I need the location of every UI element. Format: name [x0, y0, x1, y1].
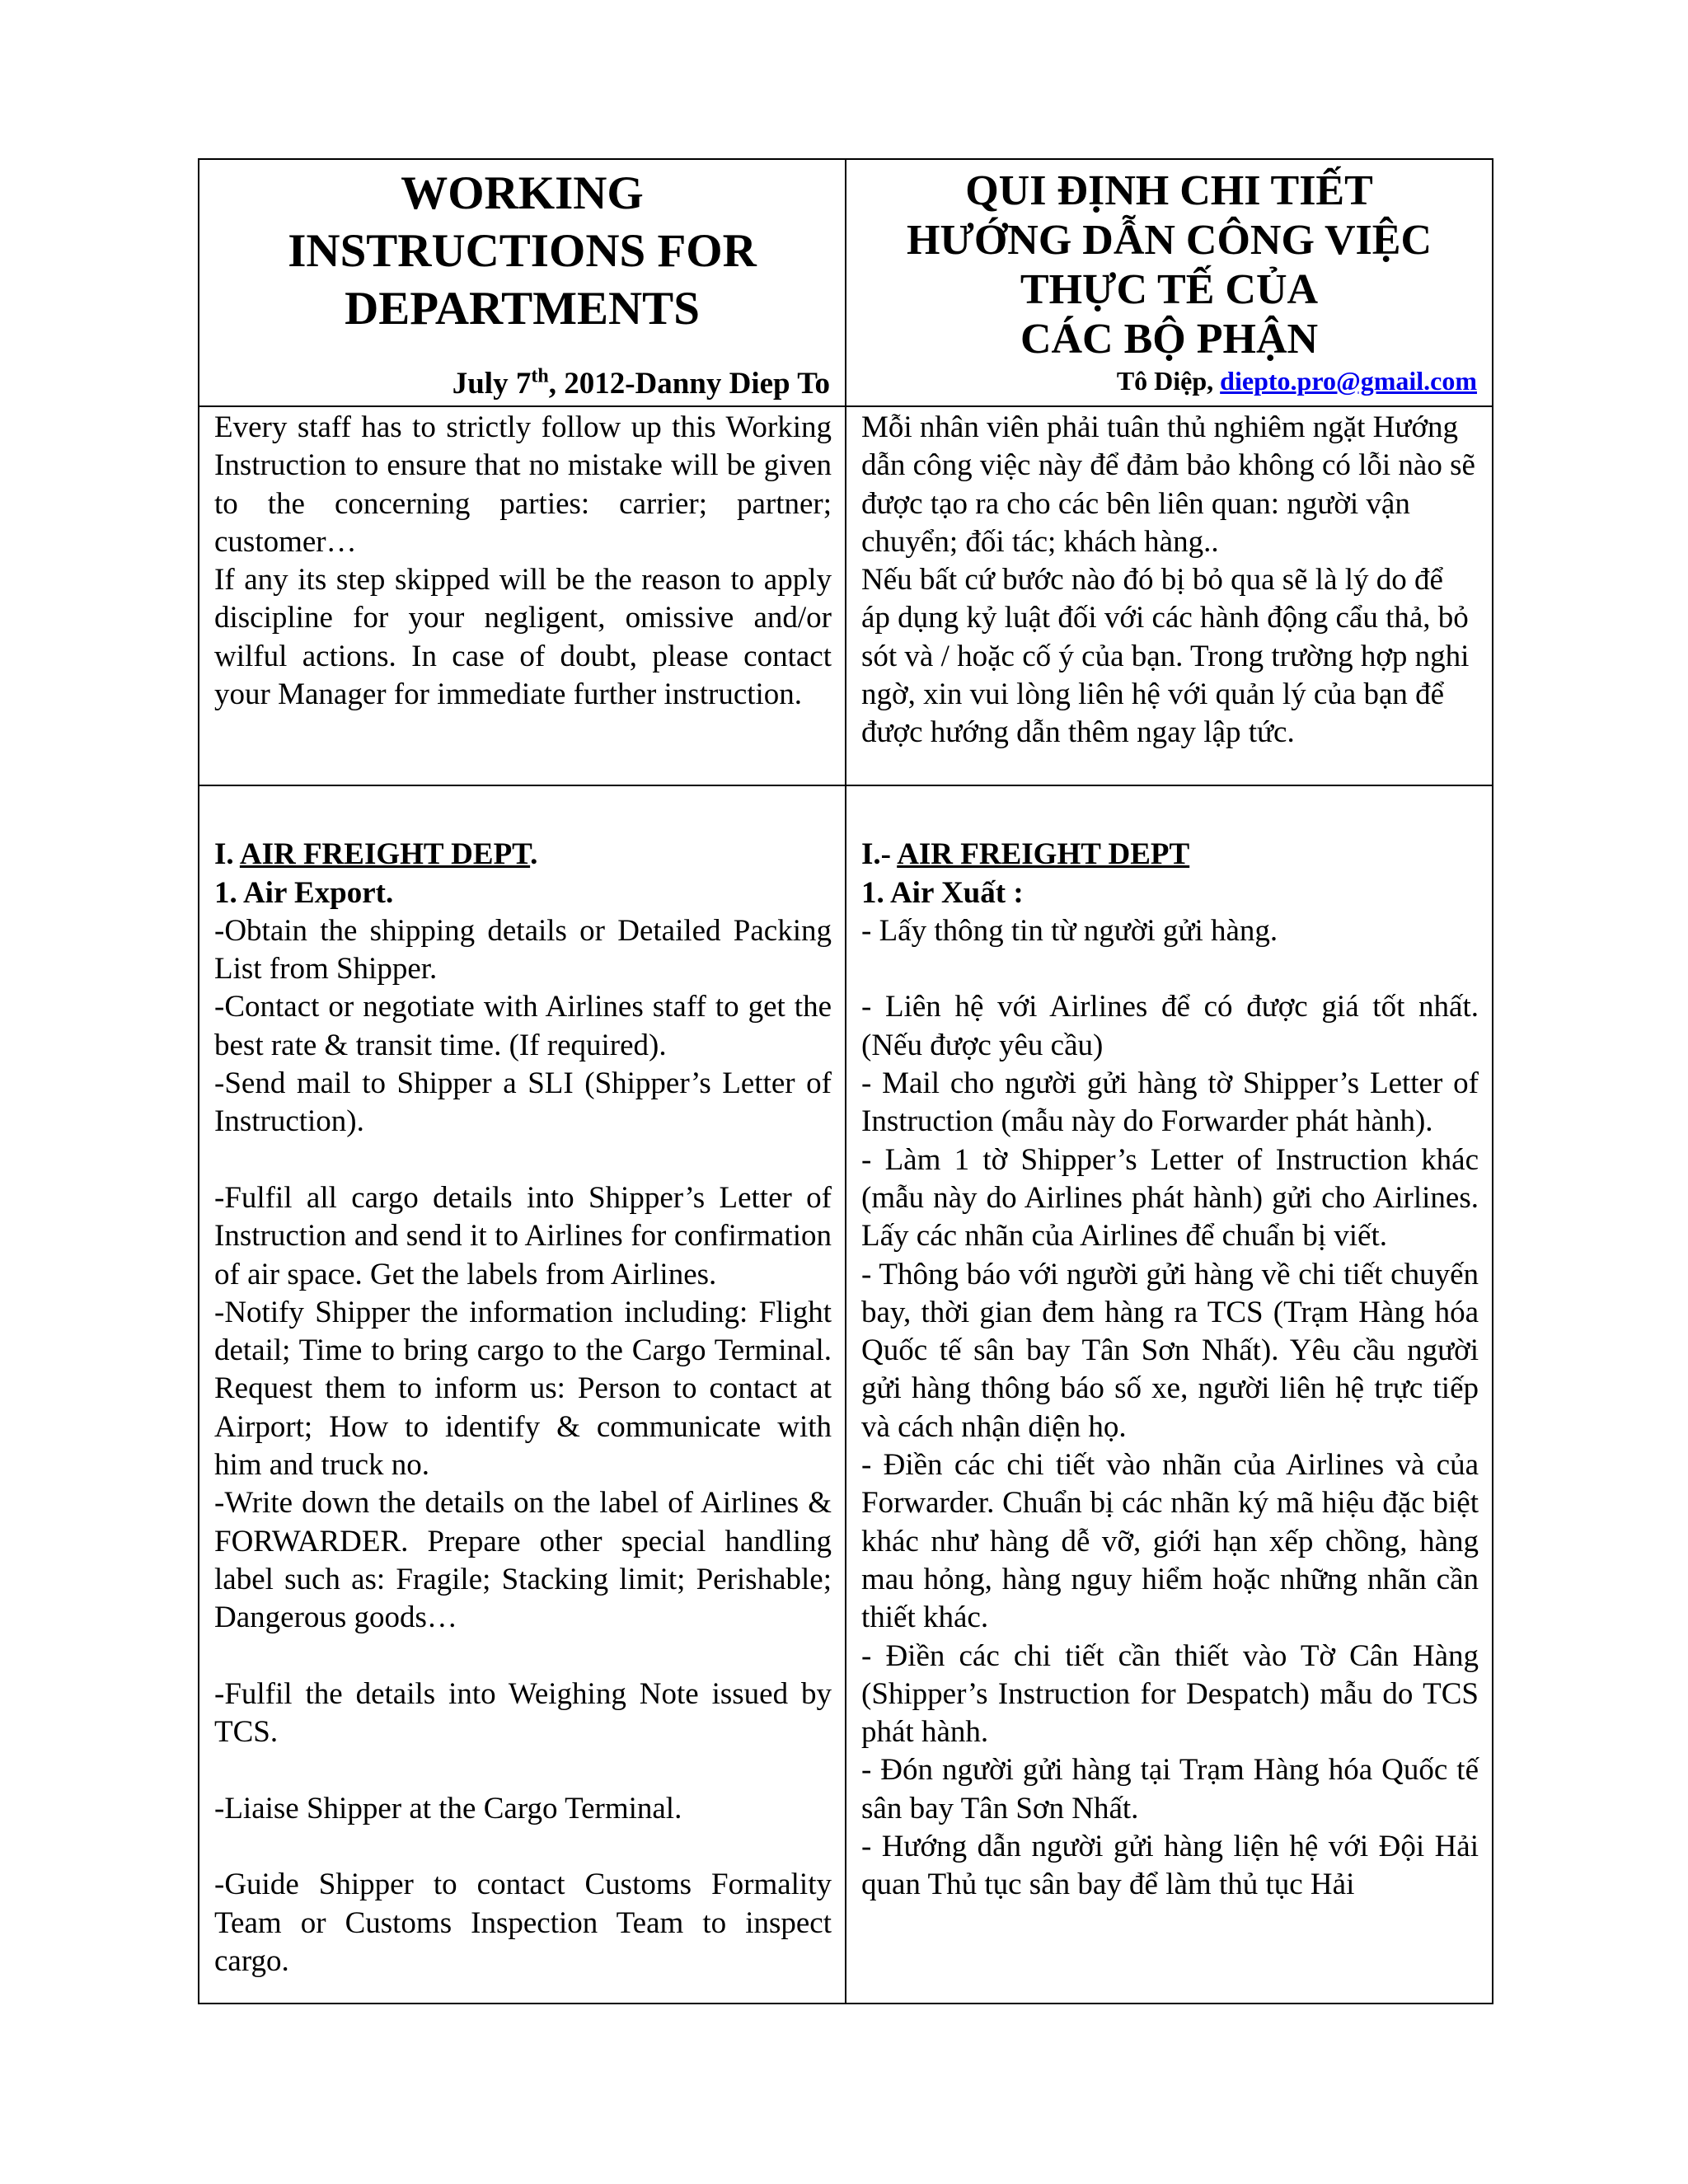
vietnamese-title-line: HƯỚNG DẪN CÔNG VIỆC — [906, 217, 1432, 264]
step-item: - Thông báo với người gửi hàng về chi tiết chuyến bay, thời gian đem hàng ra TCS (Trạm Hàng hóa Quốc tế sân bay Tân Sơn Nhất). Yêu cầu người gửi hàng thông báo số xe, người liên hệ trực tiếp và cách nhận diện họ. — [861, 1257, 1479, 1444]
step-item: - Làm 1 tờ Shipper’s Letter of Instruction khác (mẫu này do Airlines phát hành) gửi cho Airlines. Lấy các nhãn của Airlines để chuẩn bị viết. — [861, 1142, 1479, 1254]
air-freight-row — [199, 785, 1493, 2004]
step-item: -Write down the details on the label of Airlines & FORWARDER. Prepare other special handling label such as: Fragile; Stacking limit; Perishable; Dangerous goods… — [214, 1486, 832, 1635]
step-item: -Fulfil all cargo details into Shipper’s Letter of Instruction and send it to Airlines for confirmation of air space. Get the labels from Airlines. — [214, 1180, 832, 1291]
section-heading: I.- AIR FREIGHT DEPT — [861, 837, 1190, 872]
intro-row — [199, 406, 1493, 785]
step-item: -Fulfil the details into Weighing Note issued by TCS. — [214, 1676, 832, 1750]
intro-english-cell — [199, 406, 846, 785]
step-item: -Obtain the shipping details or Detailed Packing List from Shipper. — [214, 913, 832, 987]
air-export-vietnamese-cell — [846, 785, 1493, 2004]
english-title-line: WORKING — [401, 167, 644, 219]
step-item: - Hướng dẫn người gửi hàng liện hệ với Đội Hải quan Thủ tục sân bay để làm thủ tục Hải — [861, 1830, 1479, 1902]
intro-english-paragraph: If any its step skipped will be the reason to apply discipline for your negligent, omissive and/or wilful actions. In case of doubt, please contact your Manager for immediate further instruction. — [214, 563, 832, 712]
vietnamese-title-line: CÁC BỘ PHẬN — [1020, 316, 1319, 363]
step-item: - Lấy thông tin từ người gửi hàng. — [861, 913, 1278, 948]
step-item: -Liaise Shipper at the Cargo Terminal. — [214, 1791, 682, 1825]
step-item: - Đón người gửi hàng tại Trạm Hàng hóa Quốc tế sân bay Tân Sơn Nhất. — [861, 1753, 1479, 1825]
step-item: - Mail cho người gửi hàng tờ Shipper’s Letter of Instruction (mẫu này do Forwarder phát hành). — [861, 1066, 1479, 1139]
step-item: - Liên hệ với Airlines để có được giá tốt nhất. (Nếu được yêu cầu) — [861, 990, 1479, 1062]
step-item: - Điền các chi tiết cần thiết vào Tờ Cân Hàng (Shipper’s Instruction for Despatch) mẫu do TCS phát hành. — [861, 1638, 1479, 1750]
vietnamese-title-line: THỰC TẾ CỦA — [1020, 266, 1319, 313]
step-item: - Điền các chi tiết vào nhãn của Airlines và của Forwarder. Chuẩn bị các nhãn ký mã hiệu đặc biệt khác như hàng dễ vỡ, giới hạn xếp chồng, hàng mau hỏng, hàng nguy hiểm hoặc những nhãn cần thiết khác. — [861, 1448, 1479, 1635]
author-name: Tô Diệp, — [1116, 366, 1214, 396]
step-item: -Notify Shipper the information including: Flight detail; Time to bring cargo to the Cargo Terminal. Request them to inform us: Person to contact at Airport; How to identify & communicate with him and truck no. — [214, 1295, 832, 1483]
instructions-table — [198, 158, 1493, 2004]
intro-vietnamese-paragraph: Mỗi nhân viên phải tuân thủ nghiêm ngặt Hướng dẫn công việc này để đảm bảo không có lỗi nào sẽ được tạo ra cho các bên liên quan: người vận chuyển; đối tác; khách hàng.. — [861, 410, 1475, 559]
author-email-link[interactable]: diepto.pro@gmail.com — [1220, 366, 1477, 396]
step-item: -Guide Shipper to contact Customs Formality Team or Customs Inspection Team to inspect cargo. — [214, 1868, 832, 1978]
header-row — [199, 159, 1493, 406]
author-line — [1117, 364, 1477, 397]
air-export-english-cell — [199, 785, 846, 2004]
english-title-line: INSTRUCTIONS FOR — [288, 225, 757, 277]
english-title-line: DEPARTMENTS — [345, 283, 700, 335]
intro-english-paragraph: Every staff has to strictly follow up this Working Instruction to ensure that no mistake will be given to the concerning parties: carrier; partner; customer… — [214, 410, 832, 559]
intro-vietnamese-paragraph: Nếu bất cứ bước nào đó bị bỏ qua sẽ là lý do để áp dụng kỷ luật đối với các hành động cẩu thả, bỏ sót và / hoặc cố ý của bạn. Trong trường hợp nghi ngờ, xin vui lòng liên hệ với quản lý của bạn để được hướng dẫn thêm ngay lập tức. — [861, 563, 1470, 750]
section-heading: I. AIR FREIGHT DEPT. — [214, 837, 538, 872]
section-subheading: 1. Air Xuất : — [861, 875, 1024, 910]
vietnamese-title-line: QUI ĐỊNH CHI TIẾT — [965, 167, 1373, 214]
english-title — [199, 165, 845, 338]
section-subheading: 1. Air Export. — [214, 875, 394, 910]
header-left-cell — [199, 159, 846, 406]
vietnamese-title — [846, 166, 1492, 364]
document-date: July 7th, 2012-Danny Diep To — [452, 365, 830, 401]
step-item: -Contact or negotiate with Airlines staff to get the best rate & transit time. (If required). — [214, 990, 832, 1062]
step-item: -Send mail to Shipper a SLI (Shipper’s Letter of Instruction). — [214, 1066, 832, 1139]
header-right-cell — [846, 159, 1493, 406]
intro-vietnamese-cell — [846, 406, 1493, 785]
